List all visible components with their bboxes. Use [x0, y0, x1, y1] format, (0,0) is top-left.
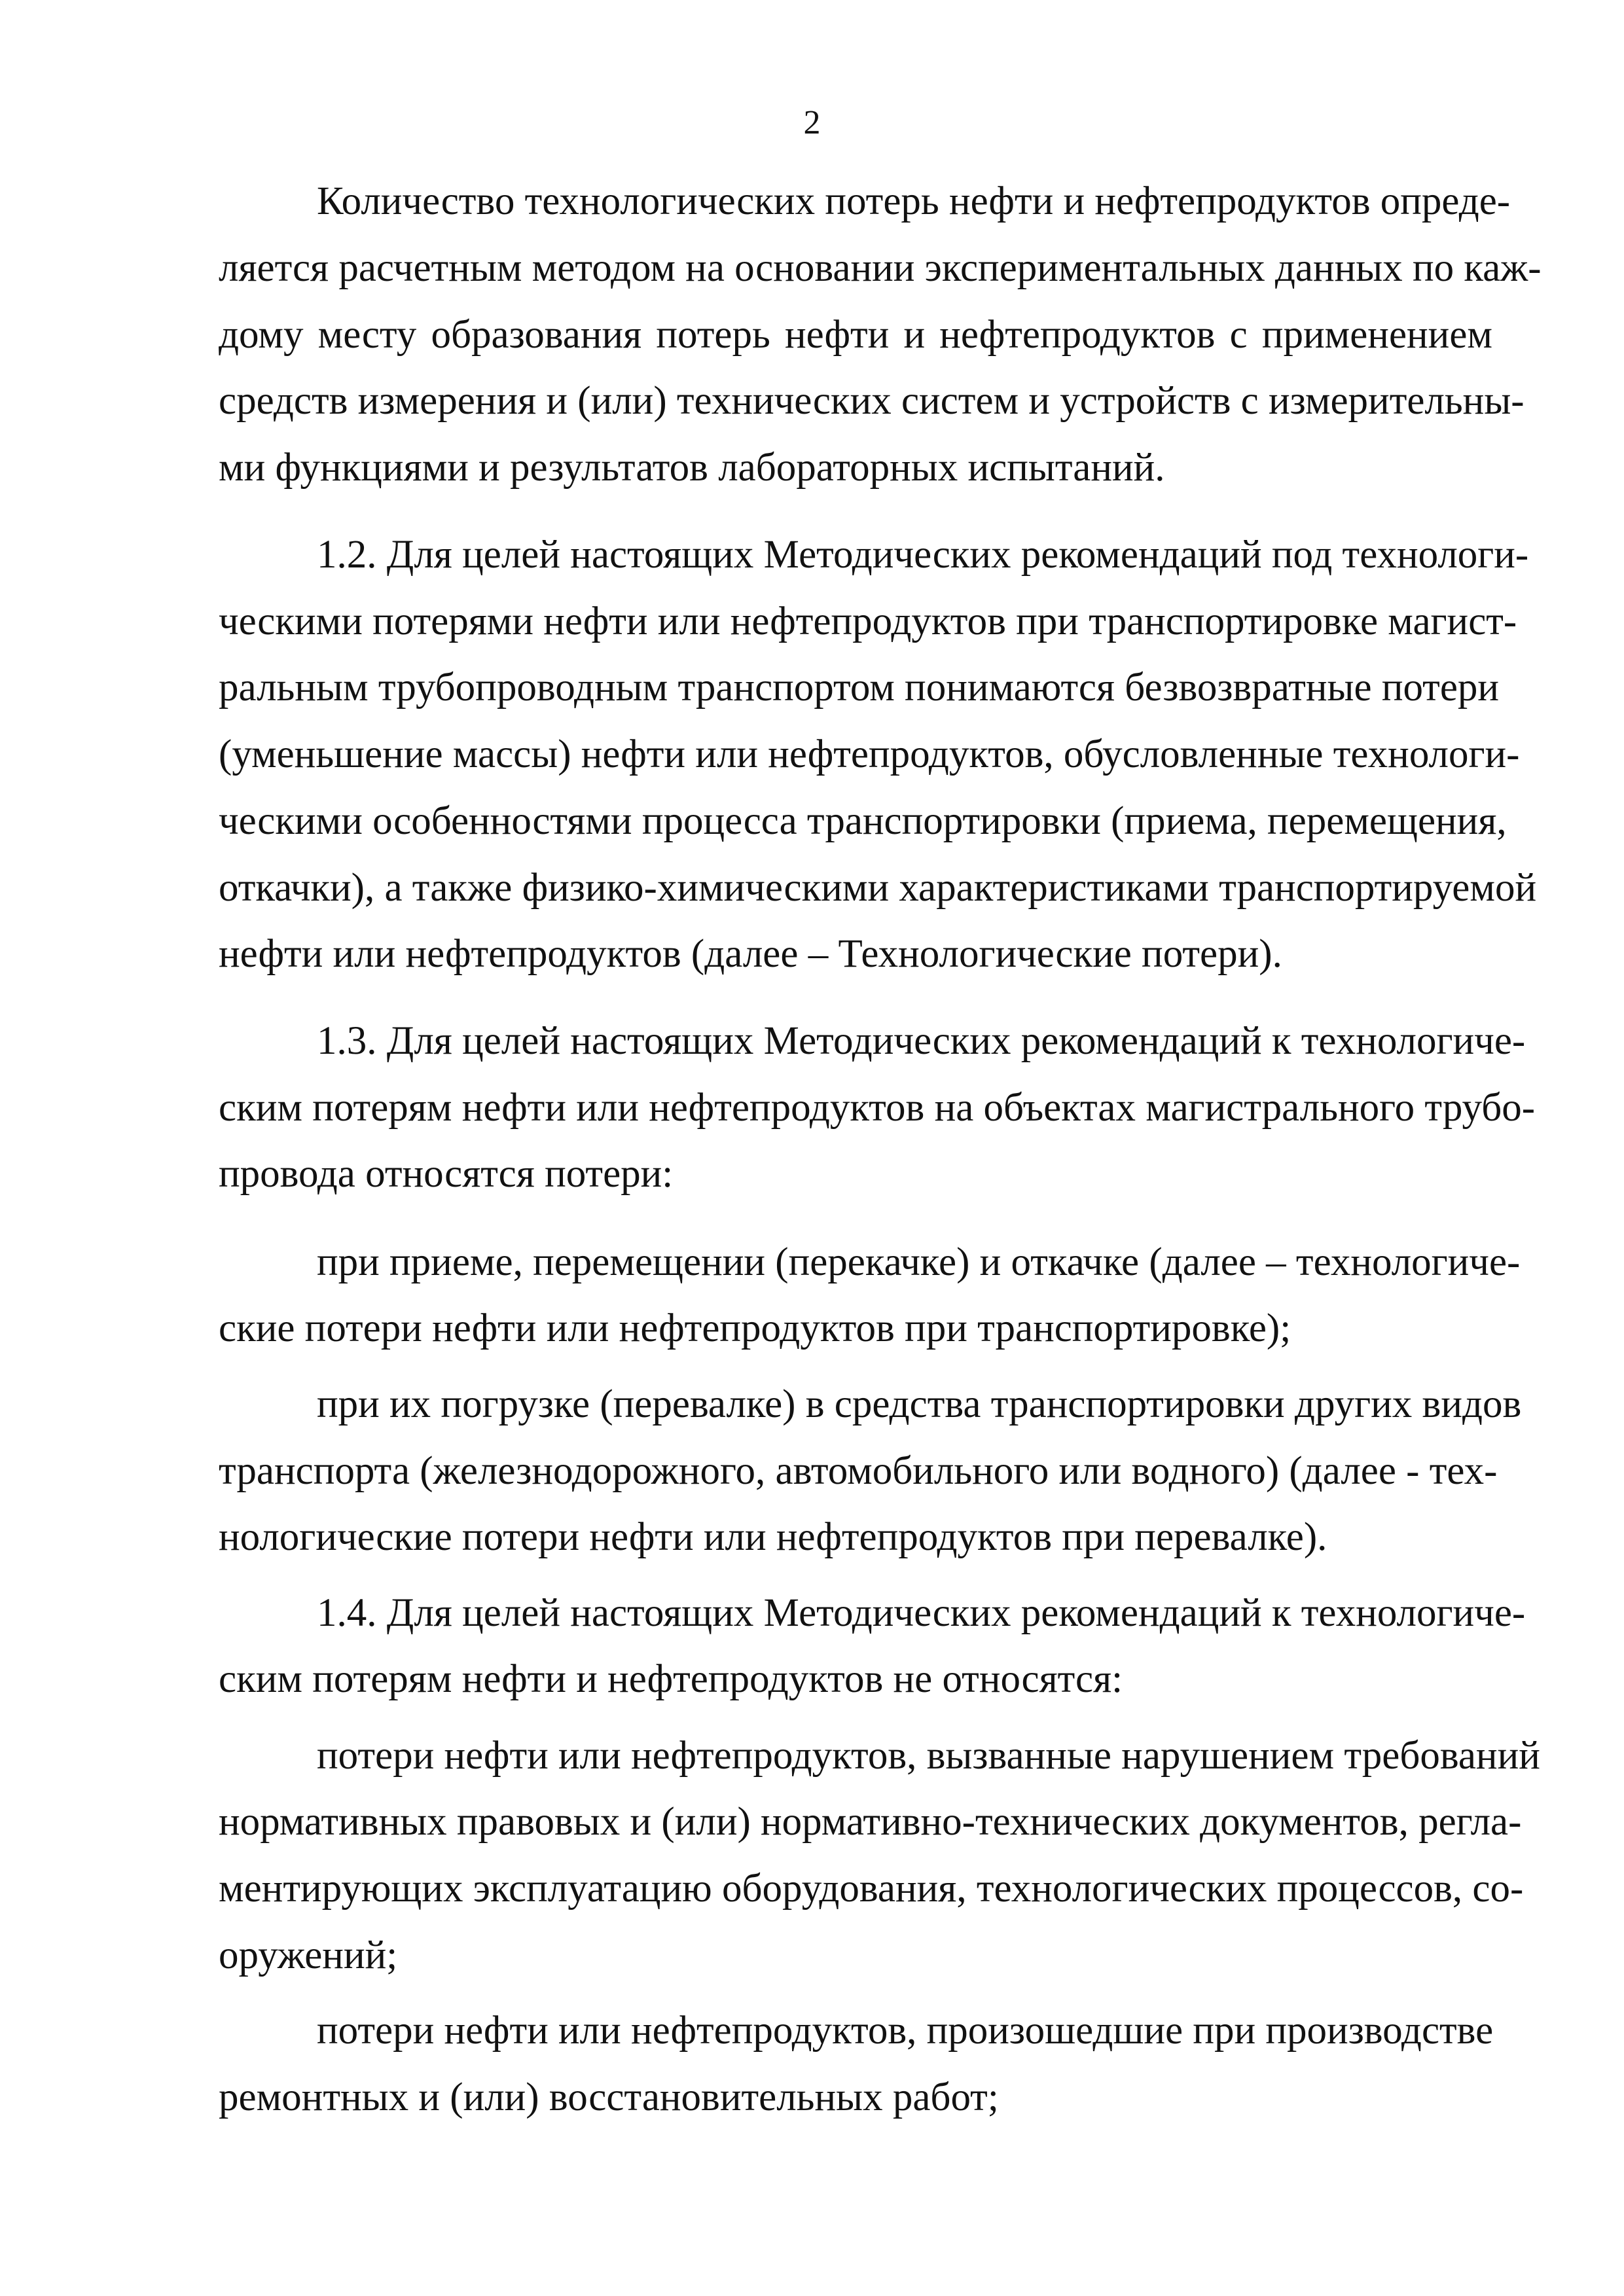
text-line: ментирующих эксплуатацию оборудования, технологических процессов, со- [219, 1867, 1524, 1910]
text-line: при их погрузке (перевалке) в средства транспортировки других видов [317, 1382, 1522, 1426]
text-line: ческими потерями нефти или нефтепродуктов при транспортировке магист- [219, 600, 1517, 643]
text-line: транспорта (железнодорожного, автомобильного или водного) (далее - тех- [219, 1449, 1498, 1493]
text-line: нефти или нефтепродуктов (далее – Технологические потери). [219, 932, 1282, 976]
text-line: (уменьшение массы) нефти или нефтепродуктов, обусловленные технологи- [219, 732, 1520, 776]
text-line: при приеме, перемещении (перекачке) и откачке (далее – технологиче- [317, 1240, 1521, 1284]
text-line: откачки), а также физико-химическими характеристиками транспортируемой [219, 866, 1537, 910]
text-line: ским потерям нефти и нефтепродуктов не относятся: [219, 1657, 1123, 1701]
page-number: 2 [803, 104, 821, 141]
text-line: потери нефти или нефтепродуктов, вызванные нарушением требований [317, 1734, 1540, 1778]
text-line: ляется расчетным методом на основании экспериментальных данных по каж- [219, 246, 1542, 290]
text-line: оружений; [219, 1933, 398, 1977]
text-line: 1.3. Для целей настоящих Методических рекомендаций к технологиче- [317, 1019, 1526, 1063]
text-line: ремонтных и (или) восстановительных работ; [219, 2075, 999, 2119]
text-line: ми функциями и результатов лабораторных испытаний. [219, 446, 1165, 490]
text-line: средств измерения и (или) технических систем и устройств с измерительны- [219, 379, 1525, 423]
text-line: Количество технологических потерь нефти и нефтепродуктов опреде- [317, 179, 1511, 223]
text-line: ческими особенностями процесса транспортировки (приема, перемещения, [219, 799, 1507, 843]
text-line: нормативных правовых и (или) нормативно-технических документов, регла- [219, 1800, 1522, 1844]
text-line: нологические потери нефти или нефтепродуктов при перевалке). [219, 1515, 1327, 1559]
text-line: ские потери нефти или нефтепродуктов при транспортировке); [219, 1306, 1291, 1350]
text-line: дому месту образования потерь нефти и нефтепродуктов с применением [219, 313, 1492, 357]
text-line: ральным трубопроводным транспортом понимаются безвозвратные потери [219, 666, 1500, 709]
text-line: ским потерям нефти или нефтепродуктов на объектах магистрального трубо- [219, 1086, 1536, 1130]
text-line: потери нефти или нефтепродуктов, произошедшие при производстве [317, 2009, 1494, 2053]
text-line: 1.2. Для целей настоящих Методических рекомендаций под технологи- [317, 533, 1529, 577]
text-line: 1.4. Для целей настоящих Методических рекомендаций к технологиче- [317, 1591, 1526, 1635]
text-line: провода относятся потери: [219, 1152, 674, 1196]
